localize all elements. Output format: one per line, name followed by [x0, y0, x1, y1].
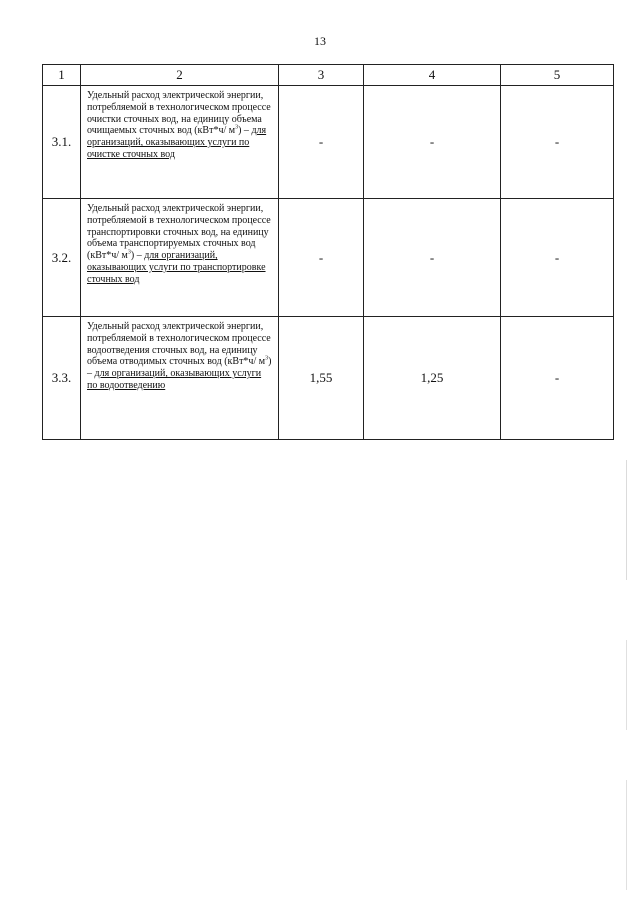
row-value-col-5: -	[501, 199, 614, 317]
row-description: Удельный расход электрической энергии, потребляемой в технологическом процессе водоотведения сточных вод, на единицу объема отводимых сточных вод (кВт*ч/ $м^3$) – для организаций, оказывающих услуги по водоотведению	[81, 317, 279, 440]
row-description: Удельный расход электрической энергии, потребляемой в технологическом процессе транспортировки сточных вод, на единицу объема транспортируемых сточных вод (кВт*ч/ $м^3$) – для организаций, оказывающих услуги по транспортировке сточных вод	[81, 199, 279, 317]
row-value-col-3: -	[279, 86, 364, 199]
row-number: 3.3.	[43, 317, 81, 440]
row-value-col-3: -	[279, 199, 364, 317]
header-col-3: 3	[279, 65, 364, 86]
header-col-1: 1	[43, 65, 81, 86]
table-row	[43, 317, 614, 440]
row-value-col-5: -	[501, 317, 614, 440]
header-col-5: 5	[501, 65, 614, 86]
scan-artifact	[626, 460, 627, 580]
row-value-col-4: 1,25	[364, 317, 501, 440]
row-value-col-3: 1,55	[279, 317, 364, 440]
header-col-2: 2	[81, 65, 279, 86]
row-value-col-4: -	[364, 199, 501, 317]
page-number: 13	[314, 34, 326, 48]
scan-artifact	[626, 640, 627, 730]
row-number: 3.2.	[43, 199, 81, 317]
scan-artifact	[626, 780, 627, 890]
table-header-row	[43, 65, 614, 86]
table-row	[43, 86, 614, 199]
row-value-col-5: -	[501, 86, 614, 199]
row-value-col-4: -	[364, 86, 501, 199]
row-description: Удельный расход электрической энергии, потребляемой в технологическом процессе очистки сточных вод, на единицу объема очищаемых сточных вод (кВт*ч/ $м^3$) – для организаций, оказывающих услуги по очистке сточных вод	[81, 86, 279, 199]
row-number: 3.1.	[43, 86, 81, 199]
table-row	[43, 199, 614, 317]
indicators-table	[42, 64, 614, 440]
header-col-4: 4	[364, 65, 501, 86]
